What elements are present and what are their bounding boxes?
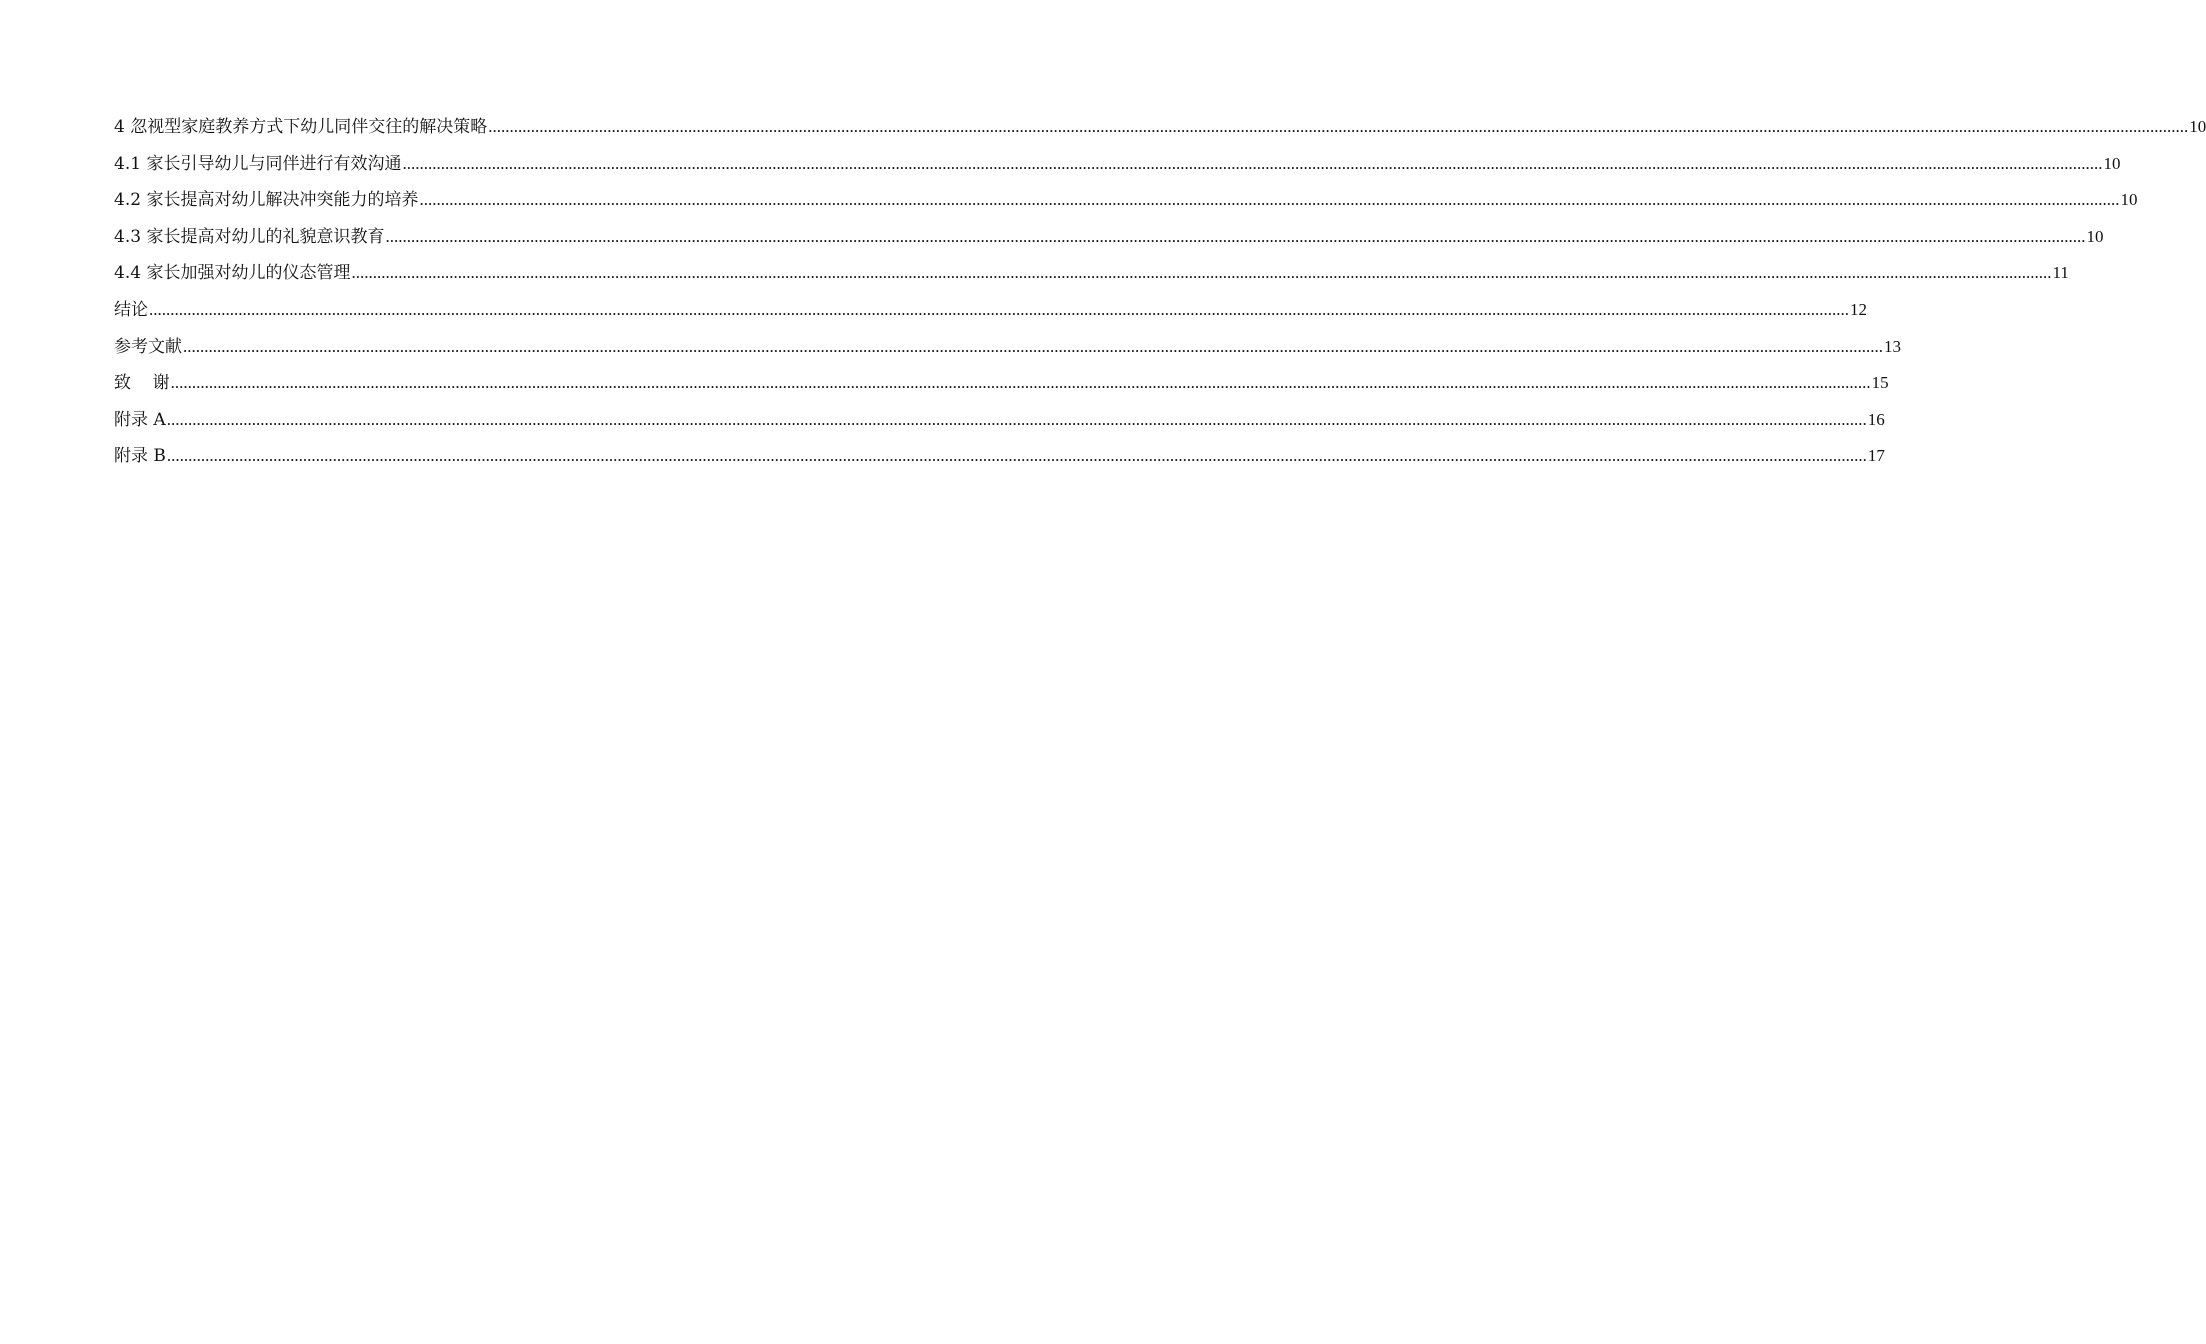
toc-entry-page-number: 17 <box>1867 446 1885 466</box>
toc-dot-leader: ................................................................................................................................................................................................................................................................................................................................................................................................................ <box>402 153 2103 173</box>
toc-entry-title: 4.1 家长引导幼儿与同伴进行有效沟通 <box>114 153 402 174</box>
toc-entry-page-number: 10 <box>2120 190 2138 210</box>
toc-entry-page-number: 10 <box>2189 117 2206 136</box>
toc-entry-title: 4.2 家长提高对幼儿解决冲突能力的培养 <box>114 190 419 211</box>
toc-dot-leader: ................................................................................................................................................................................................................................................................................................................................................................................................................ <box>419 190 2120 210</box>
toc-dot-leader: ................................................................................................................................................................................................................................................................................................................................................................................................................ <box>488 117 2189 136</box>
toc-entry-title: 附录 A <box>114 409 166 430</box>
toc-entry-page-number: 16 <box>1867 409 1885 429</box>
toc-entry-section-4-3[interactable] <box>114 222 2104 259</box>
table-of-contents <box>114 112 2206 478</box>
toc-entry-title: 4 忽视型家庭教养方式下幼儿同伴交往的解决策略 <box>114 117 488 137</box>
toc-entry-page-number: 10 <box>2103 153 2121 173</box>
toc-entry-appendix-a[interactable] <box>114 405 1885 442</box>
toc-entry-references[interactable] <box>114 332 1901 369</box>
toc-entry-title: 附录 B <box>114 446 166 467</box>
toc-dot-leader: ................................................................................................................................................................................................................................................................................................................................................................................................................ <box>170 373 1871 393</box>
toc-entry-page-number: 12 <box>1850 299 1867 319</box>
toc-entry-section-4-1[interactable] <box>114 149 2121 186</box>
toc-entry-appendix-b[interactable] <box>114 441 1885 478</box>
toc-entry-page-number: 10 <box>2086 226 2104 246</box>
toc-entry-title: 4.3 家长提高对幼儿的礼貌意识教育 <box>114 226 385 247</box>
toc-entry-section-4-4[interactable] <box>114 258 2069 295</box>
toc-dot-leader: ................................................................................................................................................................................................................................................................................................................................................................................................................ <box>183 336 1883 356</box>
toc-entry-chapter-4[interactable] <box>114 112 2206 149</box>
toc-entry-title: 参考文献 <box>114 336 182 357</box>
toc-entry-page-number: 15 <box>1871 373 1889 393</box>
toc-dot-leader: ................................................................................................................................................................................................................................................................................................................................................................................................................ <box>166 409 1867 429</box>
toc-entry-title: 结论 <box>114 299 148 320</box>
toc-dot-leader: ................................................................................................................................................................................................................................................................................................................................................................................................................ <box>351 263 2052 283</box>
toc-dot-leader: ................................................................................................................................................................................................................................................................................................................................................................................................................ <box>149 299 1849 319</box>
toc-entry-title: 4.4 家长加强对幼儿的仪态管理 <box>114 263 351 284</box>
toc-entry-acknowledgements[interactable] <box>114 368 1889 405</box>
toc-entry-page-number: 11 <box>2052 263 2069 283</box>
toc-dot-leader: ................................................................................................................................................................................................................................................................................................................................................................................................................ <box>385 226 2086 246</box>
toc-entry-conclusion[interactable] <box>114 295 1867 332</box>
toc-dot-leader: ................................................................................................................................................................................................................................................................................................................................................................................................................ <box>166 446 1867 466</box>
toc-entry-page-number: 13 <box>1884 336 1901 356</box>
toc-entry-section-4-2[interactable] <box>114 185 2138 222</box>
toc-entry-title: 致 谢 <box>114 373 170 394</box>
